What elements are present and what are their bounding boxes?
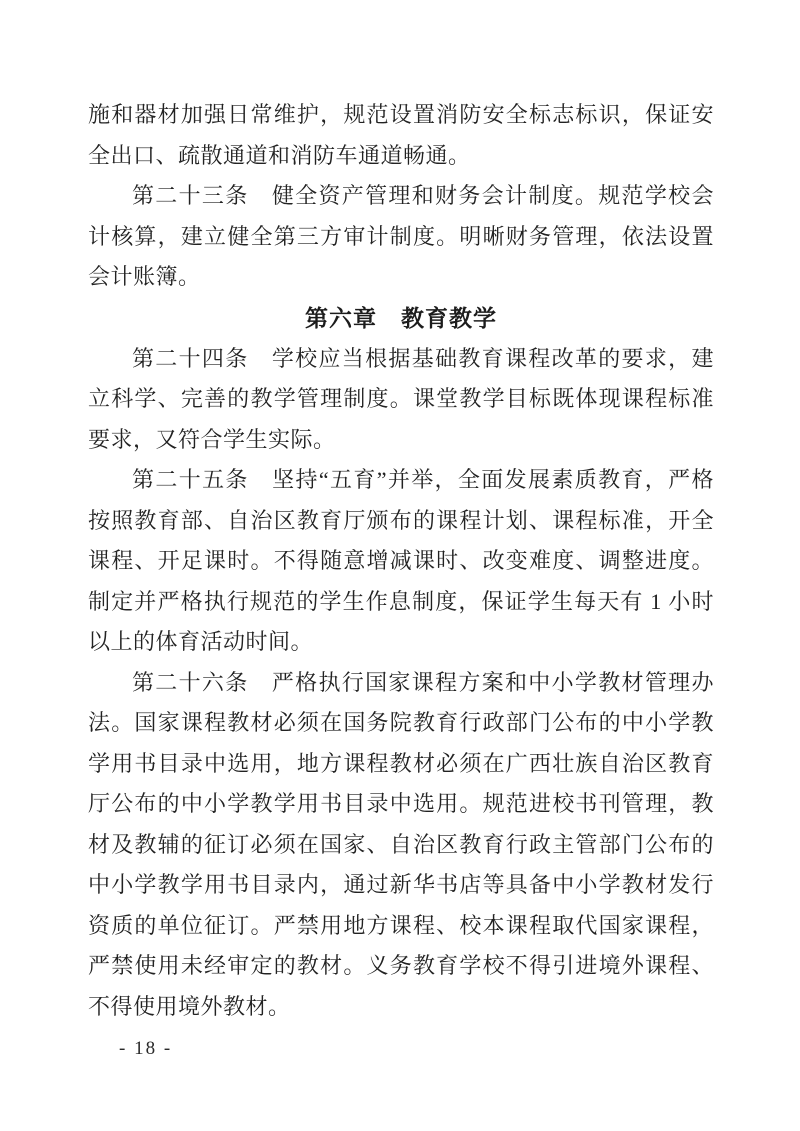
paragraph-article-24: 第二十四条 学校应当根据基础教育课程改革的要求，建立科学、完善的教学管理制度。课堂教学目标既体现课程标准要求，又符合学生实际。 [88,345,714,452]
paragraph-article-25: 第二十五条 坚持“五育”并举，全面发展素质教育，严格按照教育部、自治区教育厅颁布的课程计划、课程标准，开全课程、开足课时。不得随意增减课时、改变难度、调整进度。制定并严格执行规范的学生作息制度，保证学生每天有 1 小时以上的体育活动时间。 [88,467,714,654]
document-body [88,95,714,1027]
paragraph-continuation: 施和器材加强日常维护，规范设置消防安全标志标识，保证安全出口、疏散通道和消防车通道畅通。 [88,102,714,168]
page-number: - 18 - [119,1038,173,1059]
paragraph-article-26: 第二十六条 严格执行国家课程方案和中小学教材管理办法。国家课程教材必须在国务院教育行政部门公布的中小学教学用书目录中选用，地方课程教材必须在广西壮族自治区教育厅公布的中小学教学用书目录中选用。规范进校书刊管理，教材及教辅的征订必须在国家、自治区教育行政主管部门公布的中小学教学用书目录内，通过新华书店等具备中小学教材发行资质的单位征订。严禁用地方课程、校本课程取代国家课程，严禁使用未经审定的教材。义务教育学校不得引进境外课程、不得使用境外教材。 [88,669,714,1019]
chapter-heading: 第六章 教育教学 [305,304,497,331]
paragraph-article-23: 第二十三条 健全资产管理和财务会计制度。规范学校会计核算，建立健全第三方审计制度。明晰财务管理，依法设置会计账簿。 [88,183,714,289]
